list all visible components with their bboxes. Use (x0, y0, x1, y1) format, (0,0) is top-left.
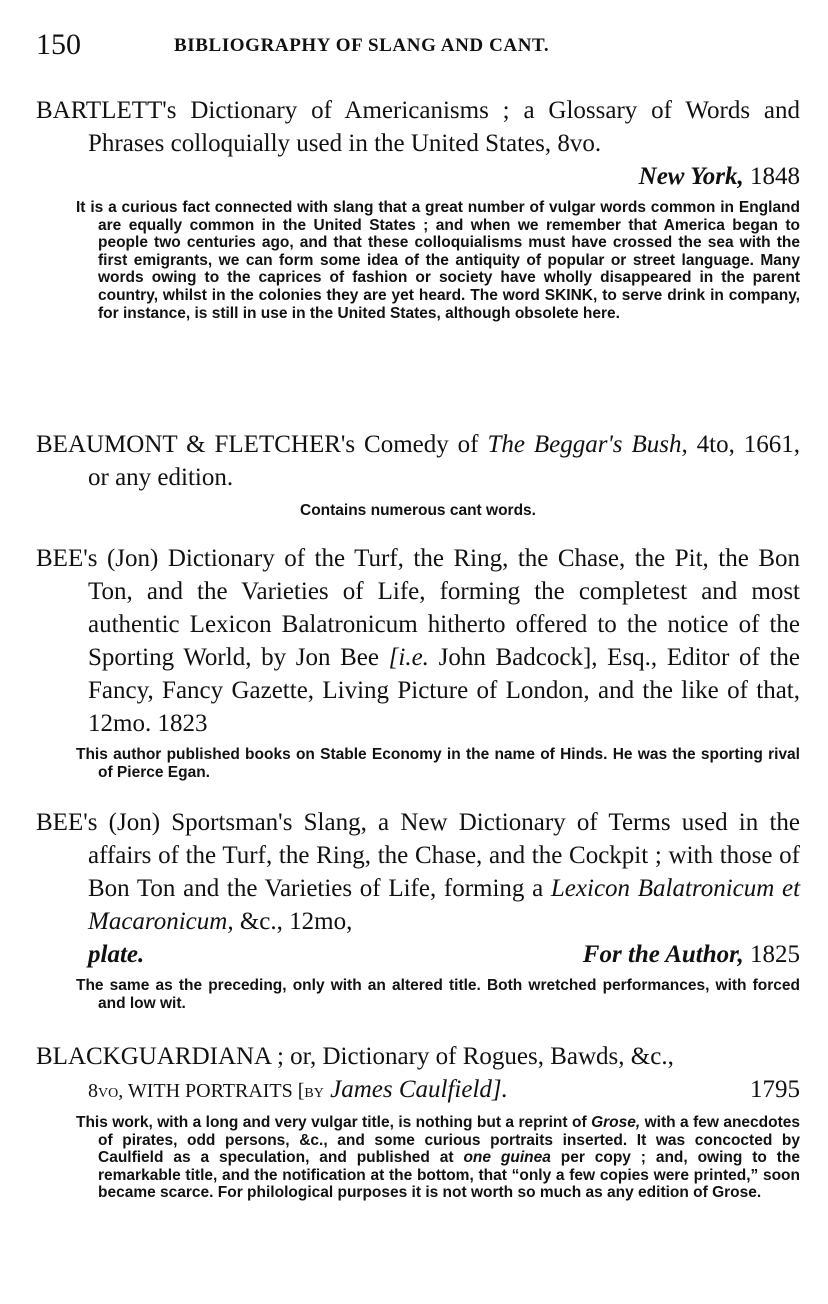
running-title: BIBLIOGRAPHY OF SLANG AND CANT. (174, 35, 550, 56)
entry-bee-sportsmans-slang (36, 806, 800, 1012)
note-part: with a few anecdotes of pirates, odd persons, &c., and some curious portraits inserted. It was concocted by Caulfield as a speculation, and published at (98, 1114, 801, 1167)
note-part: This work, with a long and very vulgar title, is nothing but a reprint of (76, 1114, 587, 1131)
entry-bartlett (36, 94, 800, 322)
note-italic: Grose, (591, 1114, 641, 1131)
imprint-place: New York, (638, 163, 744, 190)
page-number: 150 (36, 28, 81, 61)
entry-title: BARTLETT's Dictionary of Americanisms ; a Glossary of Words and Phrases colloquially used in the United States, 8vo. (36, 97, 800, 157)
note-italic: one guinea (463, 1149, 551, 1167)
title-part: &c., 12mo, (239, 908, 353, 935)
format-text: 8vo, WITH PORTRAITS [by (88, 1080, 324, 1102)
imprint-place: For the Author, (582, 941, 744, 968)
entry-note: It is a curious fact connected with slang that a great number of vulgar words common in England are equally common in the United States ; and when we remember that America began to people two centuries ago, and that these colloquialisms must have crossed the sea with the first emigrants, we can form some idea of the antiquity of popular or street language. Many words owing to the caprices of fashion or society have wholly disappeared in the parent country, whilst in the colonies they are yet heard. The word SKINK, to serve drink in company, for instance, is still in use in the United States, although obsolete here. (76, 199, 800, 322)
entry-title (36, 542, 800, 740)
title-part: BEE's (Jon) Sportsman's Slang, a New Dictionary of Terms used in the affairs of the Turf, the Ring, the Chase, and the Cockpit ; with those of Bon Ton and the Varieties of Life, forming a (36, 809, 800, 902)
title-part: 4to, 1661, or any edition. (88, 431, 800, 491)
entry-title: BLACKGUARDIANA ; or, Dictionary of Rogues, Bawds, &c., (36, 1043, 674, 1070)
entry-imprint (36, 938, 800, 971)
page-header (36, 28, 796, 68)
entry-imprint (36, 160, 800, 193)
entry-note (76, 1114, 800, 1202)
format-extra: plate. (88, 941, 145, 968)
entry-year: 1795 (750, 1076, 800, 1103)
title-part: BEE's (Jon) Dictionary of the Turf, the Ring, the Chase, the Pit, the Bon Ton, and the Varieties of Life, forming the completest and most authentic Lexicon Balatronicum hitherto offered to the notice of the Sporting World, by Jon Bee (36, 545, 800, 671)
format-line (88, 1073, 508, 1108)
imprint-year: 1825 (750, 941, 800, 968)
title-part: John Badcock], Esq., Editor of the Fancy, Fancy Gazette, Living Picture of London, and the like of that, 12mo. (88, 644, 800, 737)
note-part: per copy ; and, owing to the remarkable title, and the notification at the bottom, that “only a few copies were printed,” soon became scarce. For philological purposes it is not worth so much as any edition of Grose. (98, 1149, 800, 1202)
compiler-name: James Caulfield]. (330, 1076, 508, 1103)
entry-title (36, 428, 800, 494)
entry-bee-dictionary (36, 542, 800, 781)
title-italic: Lexicon Balatronicum et Macaronicum, (88, 875, 801, 935)
imprint-year: 1848 (750, 163, 800, 190)
entry-beaumont-fletcher (36, 428, 800, 520)
entry-year: 1823 (157, 710, 208, 737)
entry-title (36, 806, 800, 938)
entry-imprint (36, 1073, 800, 1108)
entry-note: The same as the preceding, only with an altered title. Both wretched performances, with forced and low wit. (76, 977, 800, 1012)
entry-blackguardiana (36, 1040, 800, 1202)
entry-note: Contains numerous cant words. (300, 502, 536, 519)
title-italic: The Beggar's Bush, (487, 431, 688, 458)
title-part: BEAUMONT & FLETCHER's Comedy of (36, 431, 479, 458)
imprint (583, 938, 800, 971)
title-italic: [i.e. (388, 644, 429, 671)
entry-note: This author published books on Stable Economy in the name of Hinds. He was the sporting rival of Pierce Egan. (76, 746, 800, 781)
